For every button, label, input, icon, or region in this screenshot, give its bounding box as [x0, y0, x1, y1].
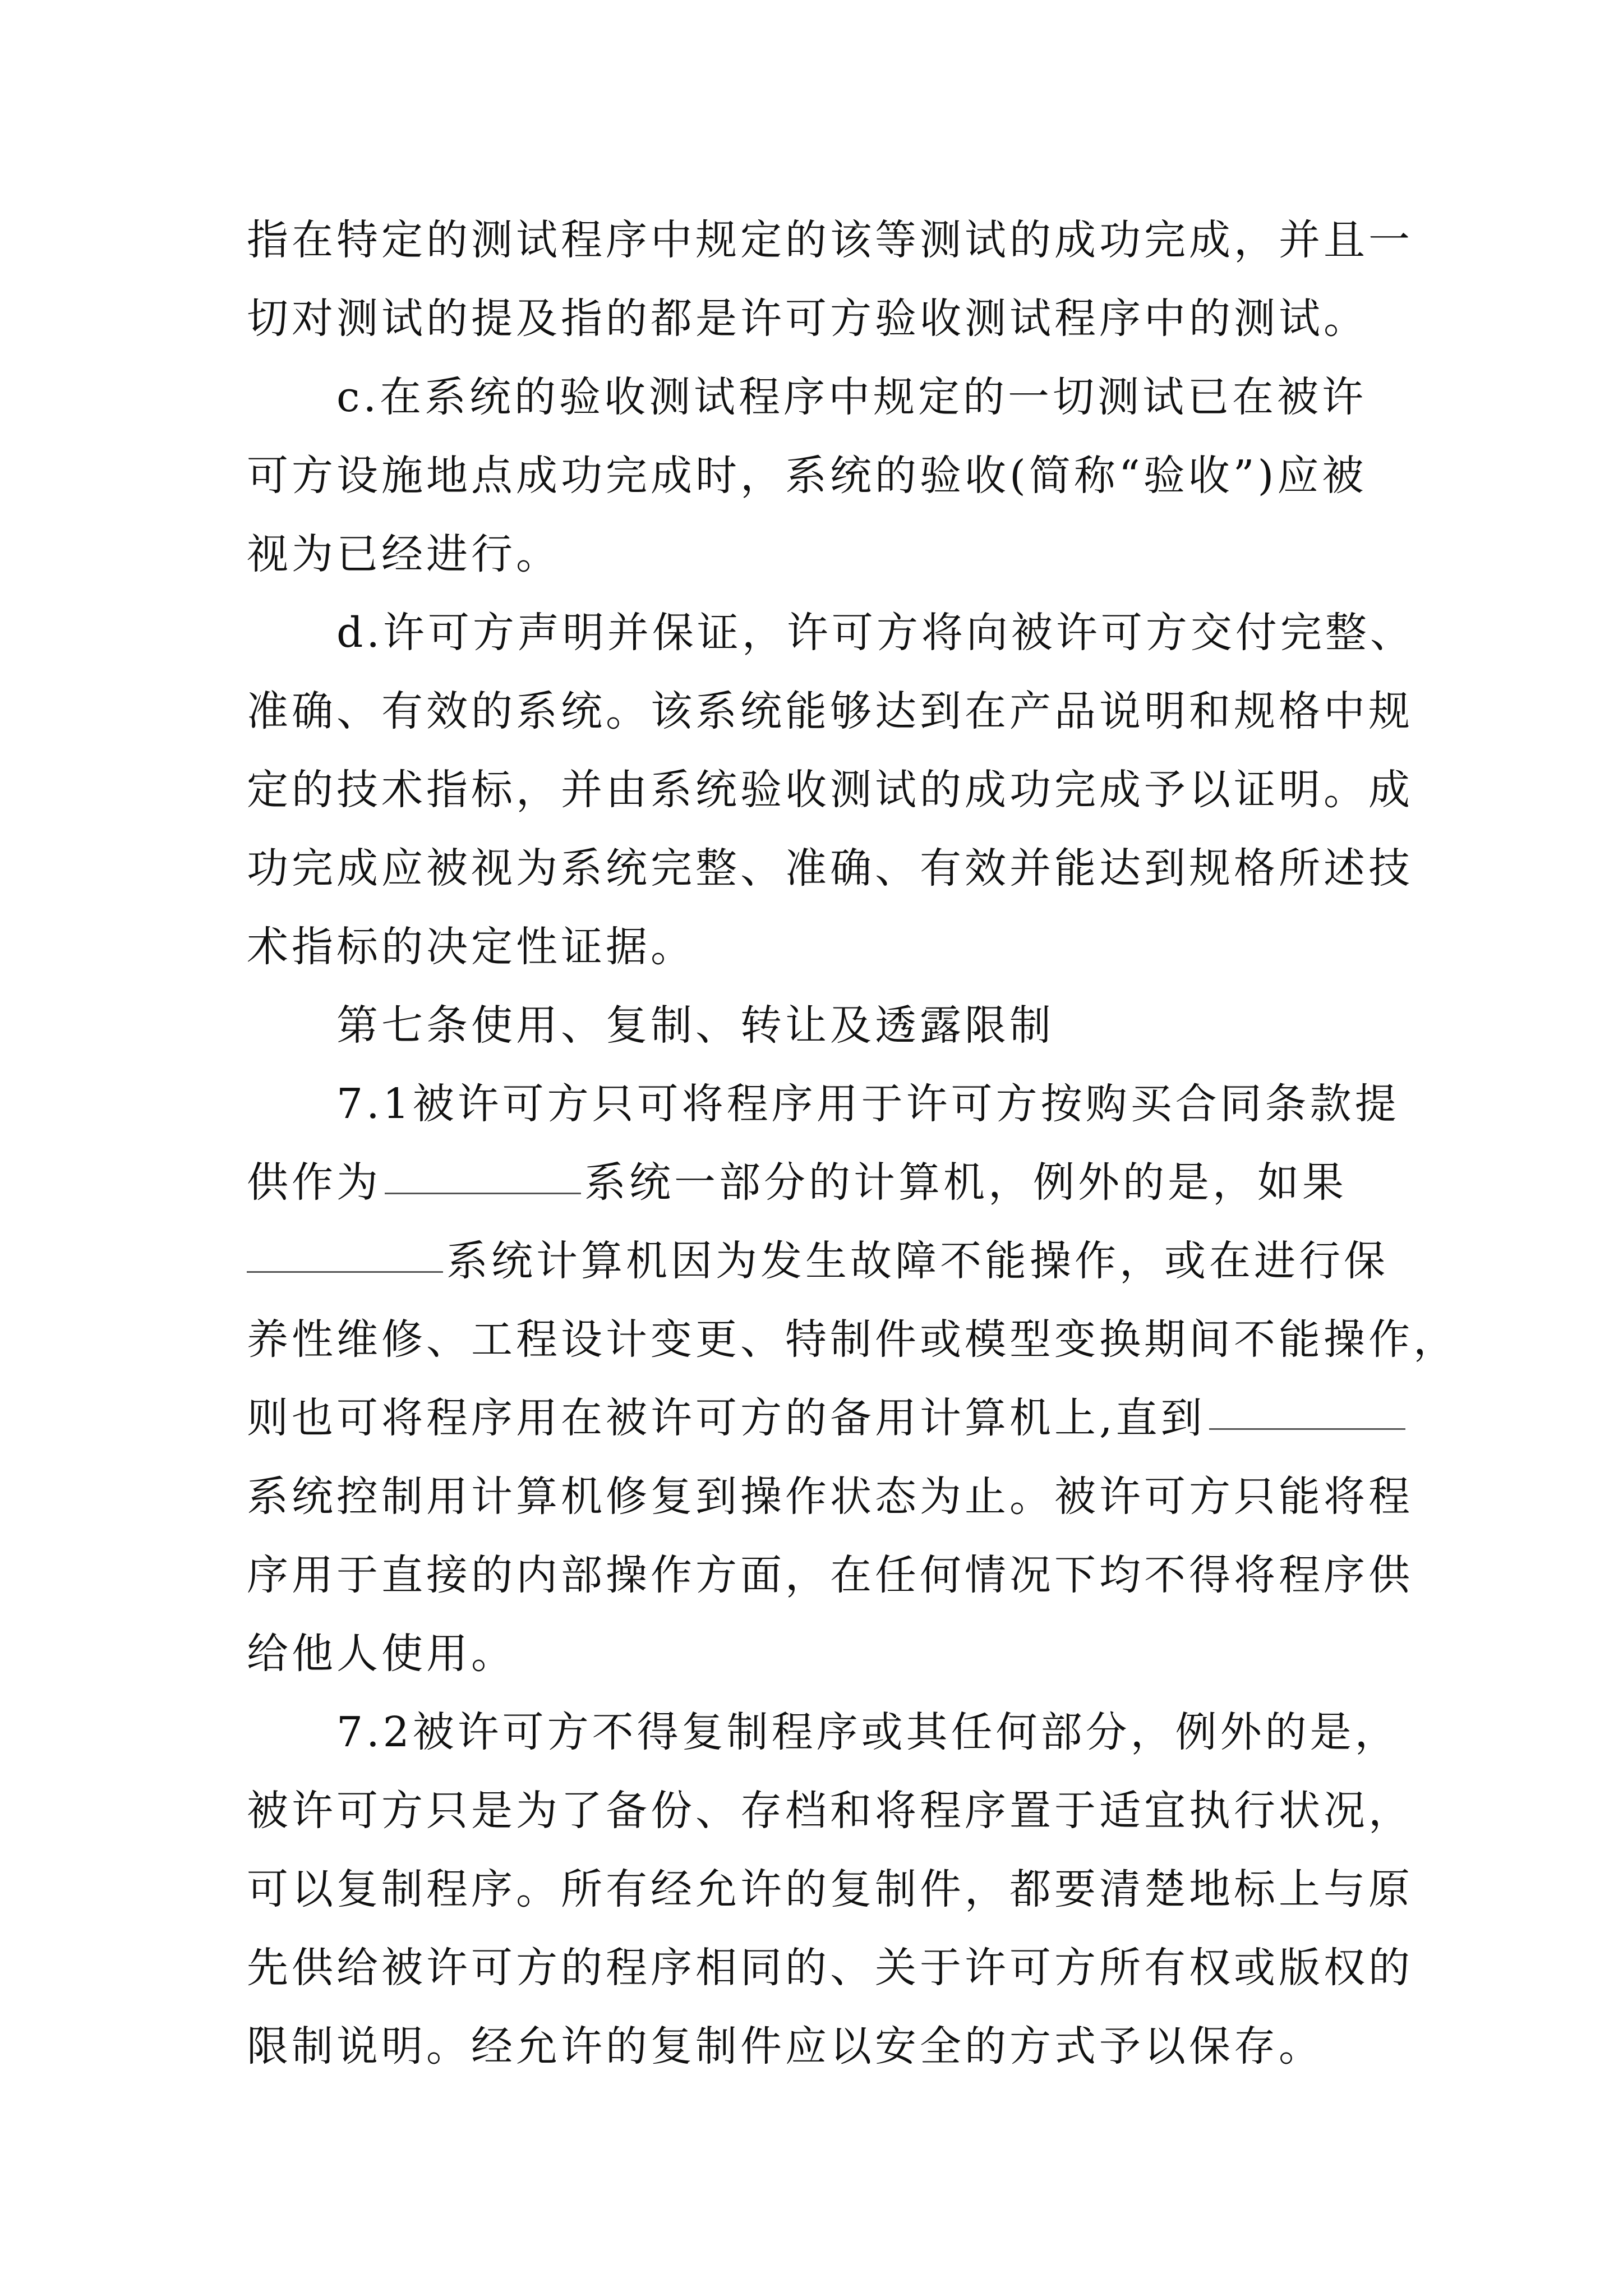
line-text-start: 供作为: [247, 1158, 381, 1207]
paragraph-line: 功完成应被视为系统完整、准确、有效并能达到规格所述技: [247, 844, 1413, 892]
clause-7-1-line: 7.1被许可方只可将程序用于许可方按购买合同条款提: [336, 1080, 1400, 1128]
paragraph-line: 先供给被许可方的程序相同的、关于许可方所有权或版权的: [247, 1944, 1413, 1992]
paragraph-line-with-blank: [247, 1222, 1389, 1300]
paragraph-line: 指在特定的测试程序中规定的该等测试的成功完成，并且一: [247, 216, 1413, 264]
fill-in-blank: [385, 1193, 581, 1194]
fill-in-blank: [1209, 1428, 1405, 1430]
paragraph-line: 定的技术指标，并由系统验收测试的成功完成予以证明。成: [247, 766, 1413, 814]
line-text-end: 系统一部分的计算机，例外的是，如果: [584, 1158, 1347, 1207]
clause-7-2-line: 7.2被许可方不得复制程序或其任何部分，例外的是，: [336, 1708, 1400, 1756]
paragraph-line: 被许可方只是为了备份、存档和将程序置于适宜执行状况，: [247, 1787, 1413, 1835]
clause-d-line: d.许可方声明并保证，许可方将向被许可方交付完整、: [336, 609, 1415, 657]
paragraph-line: 准确、有效的系统。该系统能够达到在产品说明和规格中规: [247, 687, 1413, 735]
paragraph-line: 可方设施地点成功完成时，系统的验收(简称“验收”)应被: [247, 452, 1367, 500]
paragraph-line: 限制说明。经允许的复制件应以安全的方式予以保存。: [247, 2022, 1324, 2070]
paragraph-line: 序用于直接的内部操作方面，在任何情况下均不得将程序供: [247, 1551, 1413, 1599]
fill-in-blank: [247, 1271, 443, 1273]
paragraph-line: 可以复制程序。所有经允许的复制件，都要清楚地标上与原: [247, 1865, 1413, 1913]
paragraph-line: 系统控制用计算机修复到操作状态为止。被许可方只能将程: [247, 1473, 1413, 1521]
paragraph-line: 视为已经进行。: [247, 530, 561, 578]
line-text-start: 则也可将程序用在被许可方的备用计算机上,直到: [247, 1394, 1206, 1442]
paragraph-line-with-blank: [247, 1143, 1385, 1222]
clause-c-line: c.在系统的验收测试程序中规定的一切测试已在被许: [336, 373, 1367, 421]
paragraph-line-with-blank: [247, 1379, 1385, 1457]
article-heading: 第七条使用、复制、转让及透露限制: [336, 1001, 1054, 1050]
paragraph-line: 养性维修、工程设计变更、特制件或模型变换期间不能操作，: [247, 1315, 1458, 1364]
paragraph-line: 切对测试的提及指的都是许可方验收测试程序中的测试。: [247, 295, 1368, 343]
paragraph-line: 术指标的决定性证据。: [247, 923, 695, 971]
line-text-end: 系统计算机因为发生故障不能操作，或在进行保: [446, 1237, 1389, 1285]
paragraph-line: 给他人使用。: [247, 1630, 516, 1678]
